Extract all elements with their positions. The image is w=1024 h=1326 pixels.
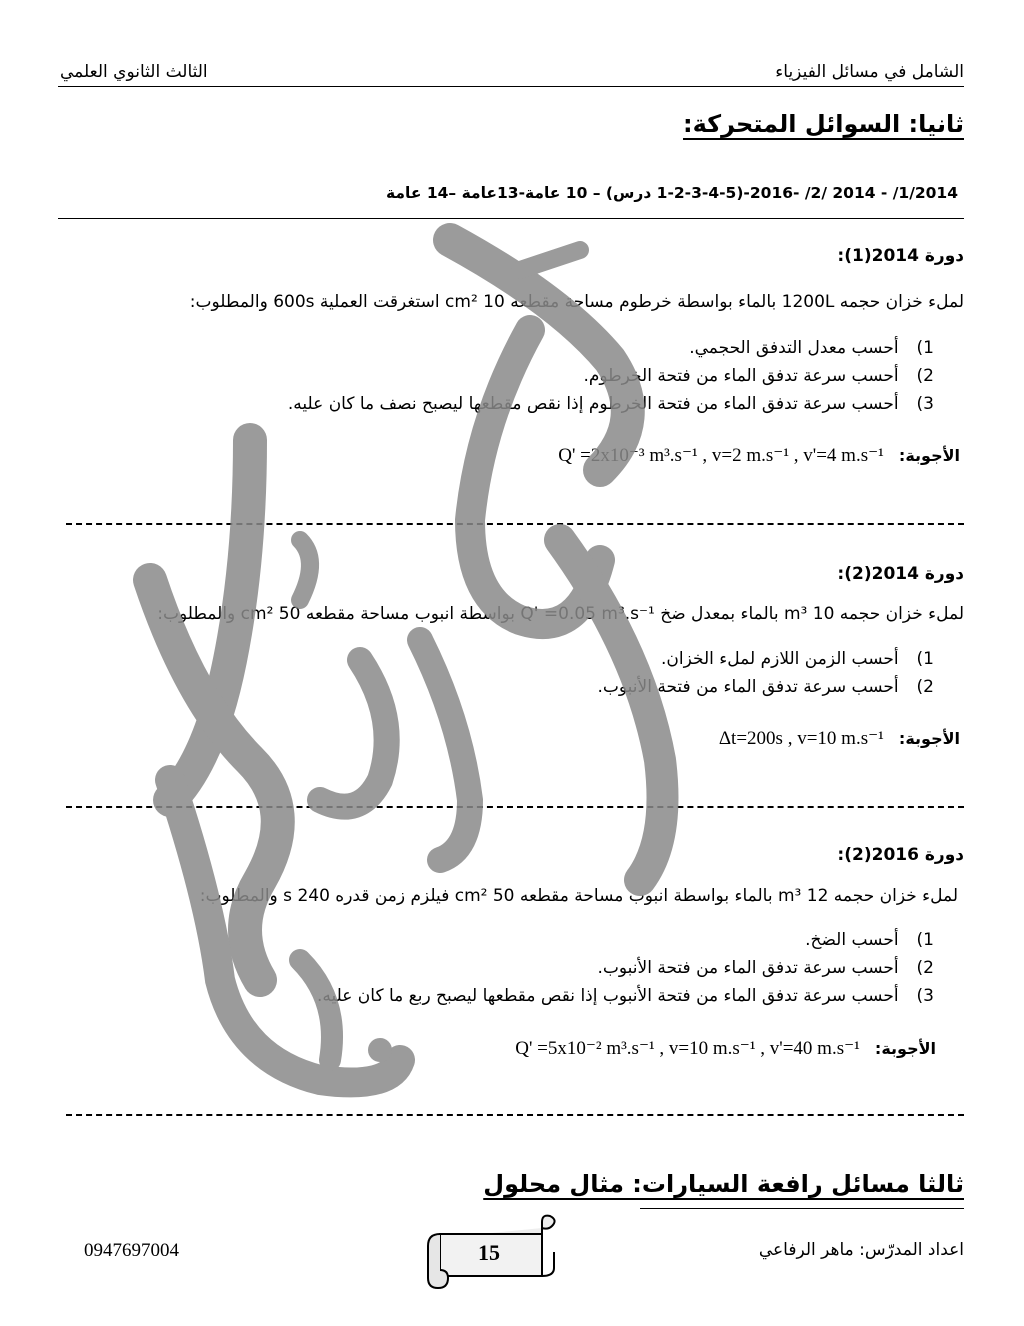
page-number: 15 xyxy=(478,1240,500,1265)
question-number: 3) xyxy=(916,394,934,414)
question-text: أحسب الضخ. xyxy=(805,930,899,950)
question-number: 1) xyxy=(916,649,934,669)
problem-2-statement: لملء خزان حجمه 10 m³ بالماء بمعدل ضخ Q' =0.05 m³.s⁻¹ بواسطة انبوب مساحة مقطعه 50 cm² والمطلوب: xyxy=(157,604,964,624)
separator-2 xyxy=(66,806,964,808)
watermark-stroke xyxy=(300,540,310,600)
separator-1 xyxy=(66,523,964,525)
question-number: 3) xyxy=(916,986,934,1006)
problem-3-answers xyxy=(515,1037,936,1060)
sessions-reference-line: 1/2014/ - 2014 /2/ -2016-(1-2-3-4-5 درس) – 10 عامة-13عامة –14 عامة xyxy=(386,184,958,202)
question-number: 2) xyxy=(916,958,934,978)
watermark-stroke xyxy=(420,640,470,860)
watermark-stroke xyxy=(520,250,580,270)
header-divider xyxy=(58,86,964,87)
question-text: أحسب سرعة تدفق الماء من فتحة الأنبوب. xyxy=(597,958,899,978)
answers-label: الأجوبة: xyxy=(898,446,960,465)
list-item xyxy=(288,334,934,362)
section-3-underline-rule xyxy=(640,1208,964,1209)
question-text: أحسب الزمن اللازم لملء الخزان. xyxy=(661,649,899,669)
answers-value: Q' =5x10⁻² m³.s⁻¹ , v=10 m.s⁻¹ , v'=40 m.s⁻¹ xyxy=(515,1038,860,1059)
list-item xyxy=(288,390,934,418)
header-left-title: الثالث الثانوي العلمي xyxy=(60,62,208,82)
question-number: 1) xyxy=(916,930,934,950)
problem-1-answers xyxy=(558,444,960,467)
question-text: أحسب سرعة تدفق الماء من فتحة الأنبوب. xyxy=(597,677,899,697)
section-title-moving-fluids: ثانيا: السوائل المتحركة: xyxy=(683,110,964,138)
answers-label: الأجوبة: xyxy=(874,1039,936,1058)
question-text: أحسب سرعة تدفق الماء من فتحة الأنبوب إذا نقص مقطعها ليصبح ربع ما كان عليه. xyxy=(316,986,899,1006)
answers-label: الأجوبة: xyxy=(898,729,960,748)
answers-value: Q' =2x10⁻³ m³.s⁻¹ , v=2 m.s⁻¹ , v'=4 m.s⁻¹ xyxy=(558,445,884,466)
question-text: أحسب سرعة تدفق الماء من فتحة الخرطوم إذا نقص مقطعها ليصبح نصف ما كان عليه. xyxy=(287,394,899,414)
list-item xyxy=(597,645,934,673)
watermark-stroke xyxy=(150,580,278,980)
question-number: 2) xyxy=(916,366,934,386)
problem-3-questions xyxy=(317,926,934,1010)
question-number: 2) xyxy=(916,677,934,697)
footer-phone: 0947697004 xyxy=(84,1240,179,1261)
question-number: 1) xyxy=(916,338,934,358)
problem-1-session: دورة 2014(1): xyxy=(837,246,964,266)
watermark-dot xyxy=(368,1038,392,1062)
header-right-title: الشامل في مسائل الفيزياء xyxy=(775,62,964,82)
list-item xyxy=(317,926,934,954)
problem-2-session: دورة 2014(2): xyxy=(837,564,964,584)
list-item xyxy=(317,954,934,982)
answers-value: Δt=200s , v=10 m.s⁻¹ xyxy=(718,728,884,749)
problem-2-answers xyxy=(719,727,960,750)
list-item xyxy=(317,982,934,1010)
problem-3-statement: لملء خزان حجمه 12 m³ بالماء بواسطة انبوب مساحة مقطعه 50 cm² فيلزم زمن قدره 240 s والمطلوب: xyxy=(199,886,958,906)
watermark-stroke xyxy=(560,540,663,880)
list-item xyxy=(288,362,934,390)
footer-author: اعداد المدرّس: ماهر الرفاعي xyxy=(758,1240,964,1260)
problem-2-questions xyxy=(597,645,934,701)
question-text: أحسب سرعة تدفق الماء من فتحة الخرطوم. xyxy=(583,366,899,386)
question-text: أحسب معدل التدفق الحجمي. xyxy=(689,338,899,358)
section-title-car-lift: ثالثا مسائل رافعة السيارات: مثال محلول xyxy=(483,1170,964,1198)
problem-3-session: دورة 2016(2): xyxy=(837,845,964,865)
list-item xyxy=(597,673,934,701)
watermark-stroke xyxy=(320,660,387,807)
problem-1-questions xyxy=(288,334,934,418)
separator-3 xyxy=(66,1114,964,1116)
problem-1-statement: لملء خزان حجمه 1200L بالماء بواسطة خرطوم مساحة مقطعه 10 cm² استغرقت العملية 600s والمطلوب: xyxy=(189,292,964,312)
sessions-divider xyxy=(58,218,964,219)
